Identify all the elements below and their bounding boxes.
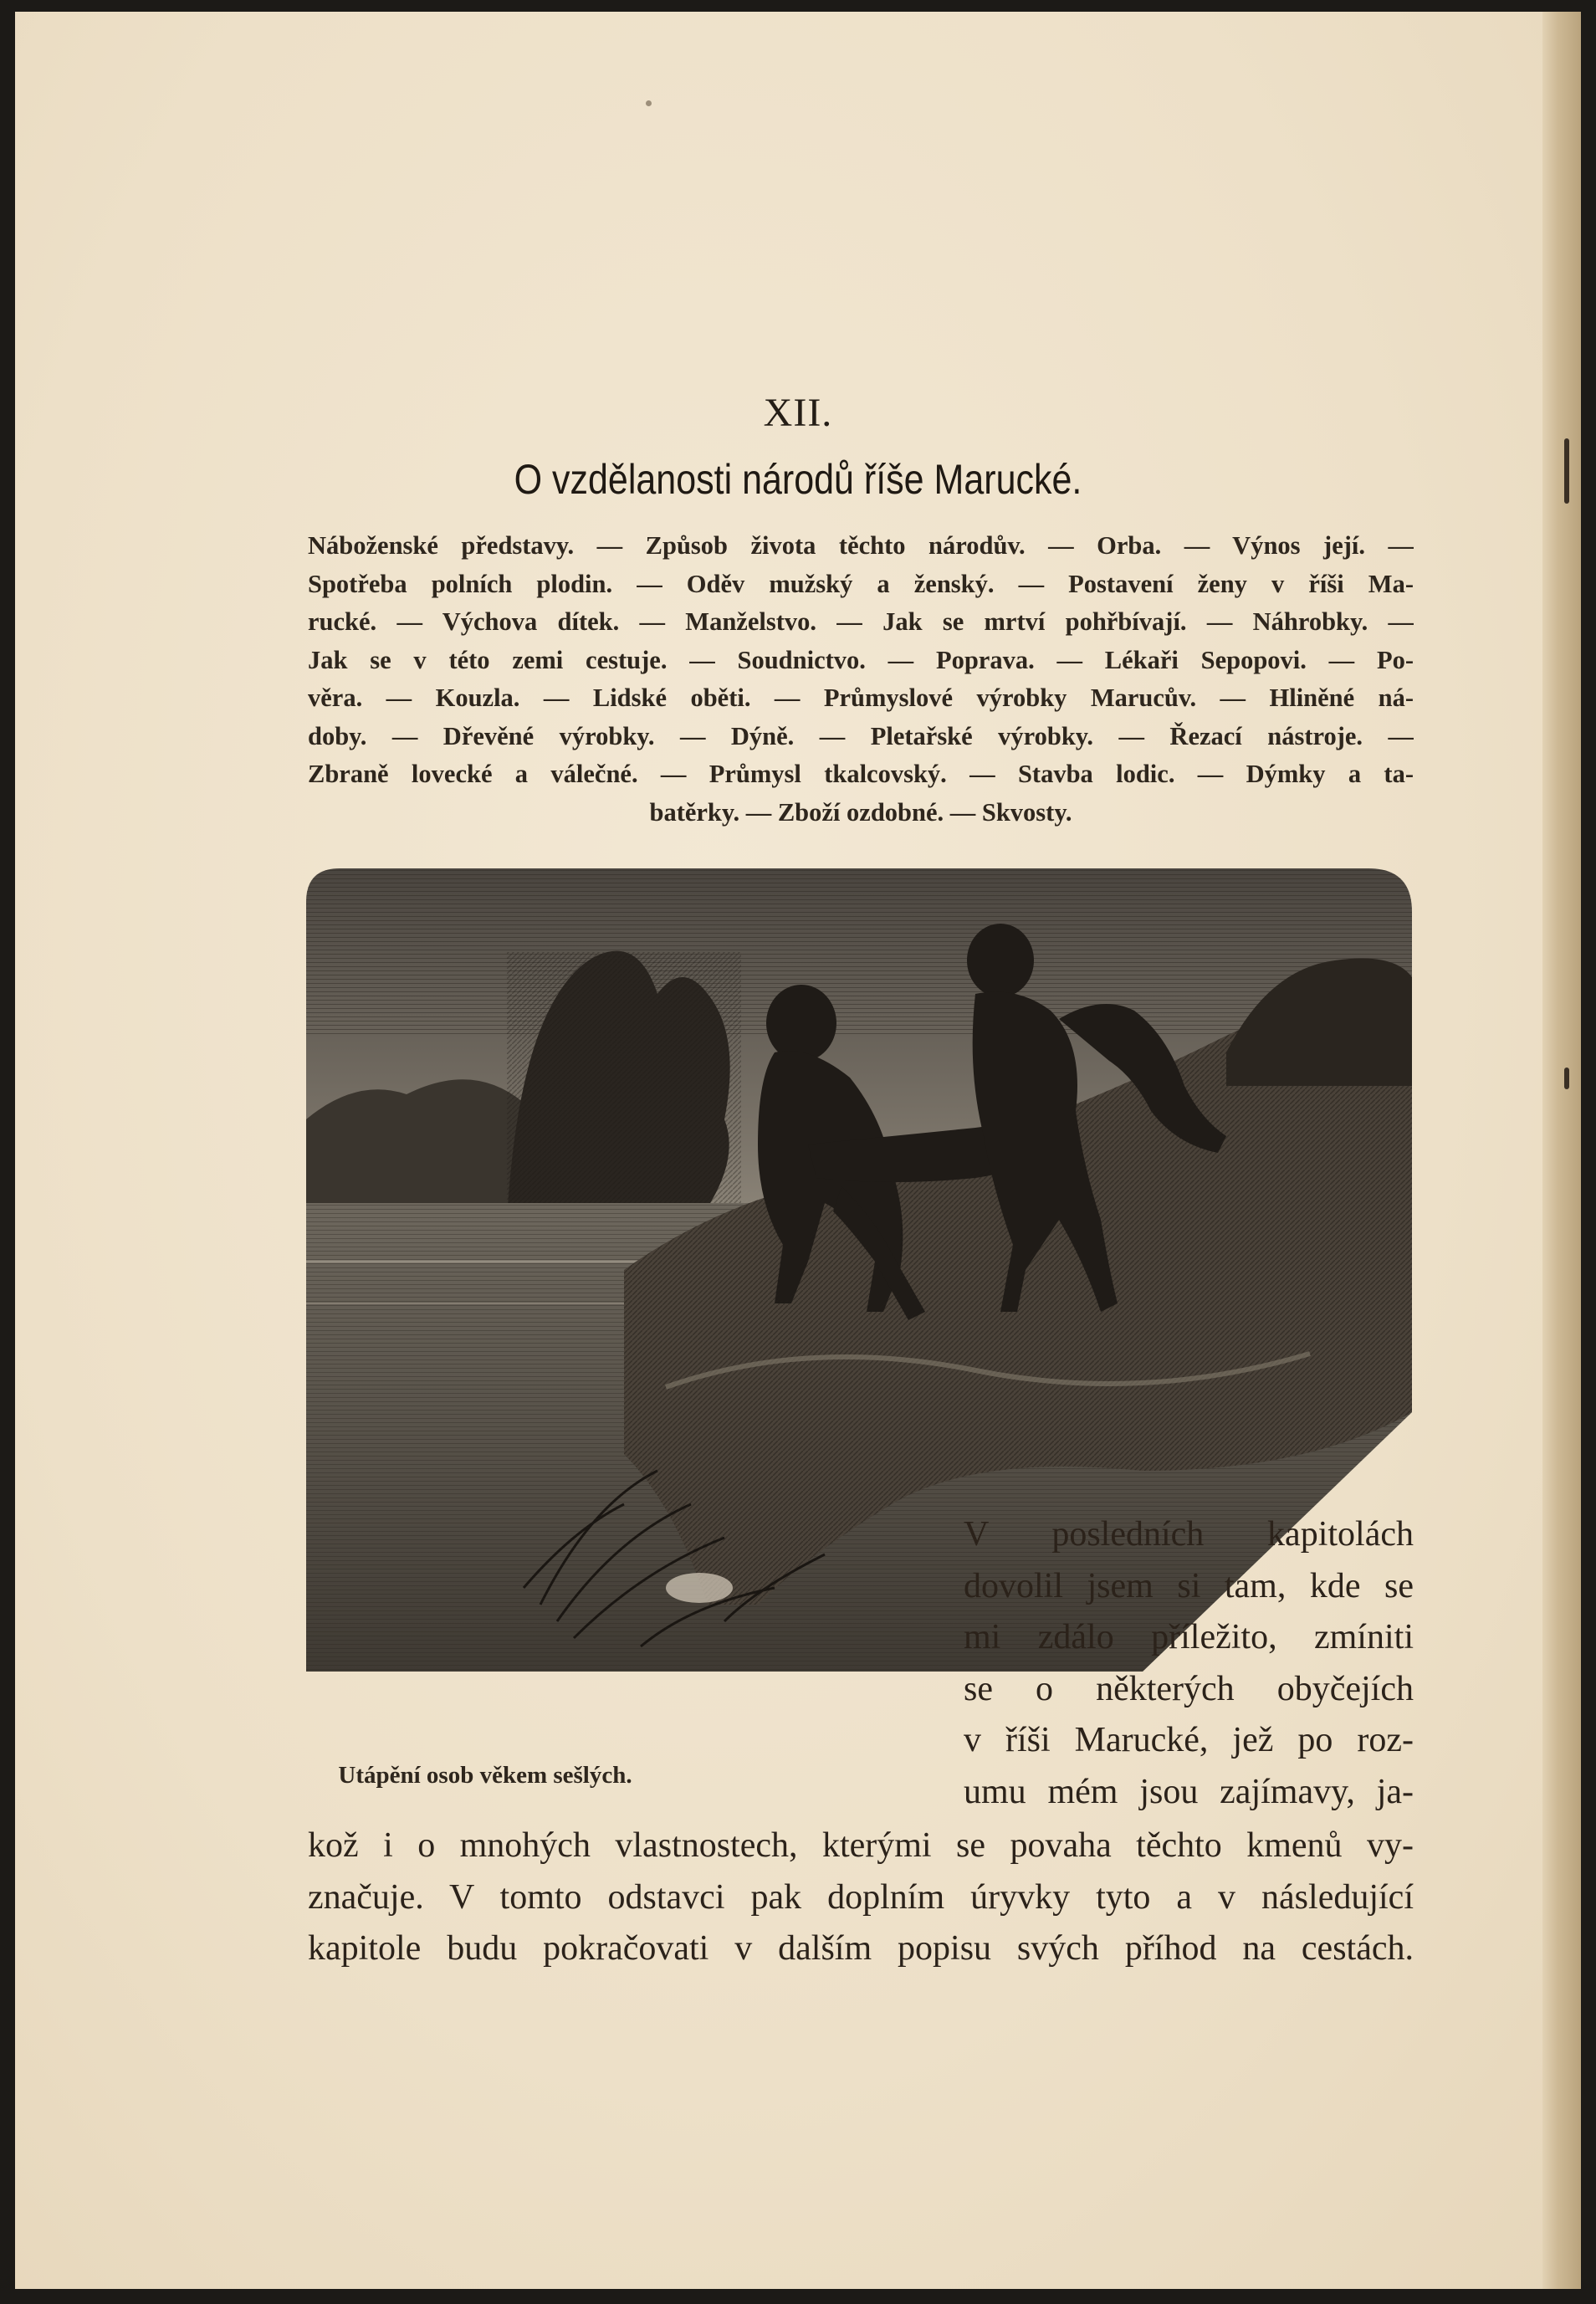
- illustration-caption: Utápění osob věkem sešlých.: [338, 1762, 632, 1789]
- body-line: umu mém jsou zajímavy, ja-: [964, 1772, 1414, 1811]
- summary-line: Náboženské představy. — Způsob života těchto národův. — Orba. — Výnos její. —: [308, 531, 1414, 560]
- binding-mark: [1564, 1068, 1569, 1089]
- body-line: kož i o mnohých vlastnostech, kterými se povaha těchto kmenů vy-: [308, 1826, 1414, 1865]
- body-line: V posledních kapitolách: [964, 1515, 1414, 1554]
- body-line: v říši Marucké, jež po roz-: [964, 1721, 1414, 1759]
- body-line: se o některých obyčejích: [964, 1669, 1414, 1708]
- summary-line: Spotřeba polních plodin. — Oděv mužský a ženský. — Postavení ženy v říši Ma-: [308, 569, 1414, 598]
- summary-line: Jak se v této zemi cestuje. — Soudnictvo. — Poprava. — Lékaři Sepopovi. — Po-: [308, 645, 1414, 674]
- body-paragraph-wrapped: [964, 1509, 1414, 1818]
- body-line: dovolil jsem si tam, kde se: [964, 1566, 1414, 1605]
- summary-line: rucké. — Výchova dítek. — Manželstvo. — Jak se mrtví pohřbívají. — Náhrobky. —: [308, 607, 1414, 636]
- body-line: kapitole budu pokračovati v dalším popisu svých příhod na cestách.: [308, 1929, 1414, 1968]
- summary-line: batěrky. — Zboží ozdobné. — Skvosty.: [649, 797, 1072, 827]
- body-line: mi zdálo příležito, zmíniti: [964, 1618, 1414, 1656]
- chapter-summary: [308, 527, 1414, 832]
- summary-line: doby. — Dřevěné výrobky. — Dýně. — Pletařské výrobky. — Řezací nástroje. —: [308, 721, 1414, 750]
- summary-line: věra. — Kouzla. — Lidské oběti. — Průmyslové výrobky Marucův. — Hliněné ná-: [308, 684, 1414, 712]
- binding-mark: [1564, 438, 1569, 504]
- paper-speck: [646, 100, 652, 106]
- chapter-number: XII.: [763, 391, 833, 435]
- page-gutter: [1542, 12, 1581, 2289]
- chapter-title: O vzdělanosti národů říše Marucké.: [514, 456, 1082, 503]
- summary-line: Zbraně lovecké a válečné. — Průmysl tkalcovský. — Stavba lodic. — Dýmky a ta-: [308, 760, 1414, 788]
- book-page: [15, 12, 1581, 2289]
- body-line: značuje. V tomto odstavci pak doplním úryvky tyto a v následující: [308, 1877, 1414, 1917]
- body-paragraph-full: [308, 1820, 1414, 1975]
